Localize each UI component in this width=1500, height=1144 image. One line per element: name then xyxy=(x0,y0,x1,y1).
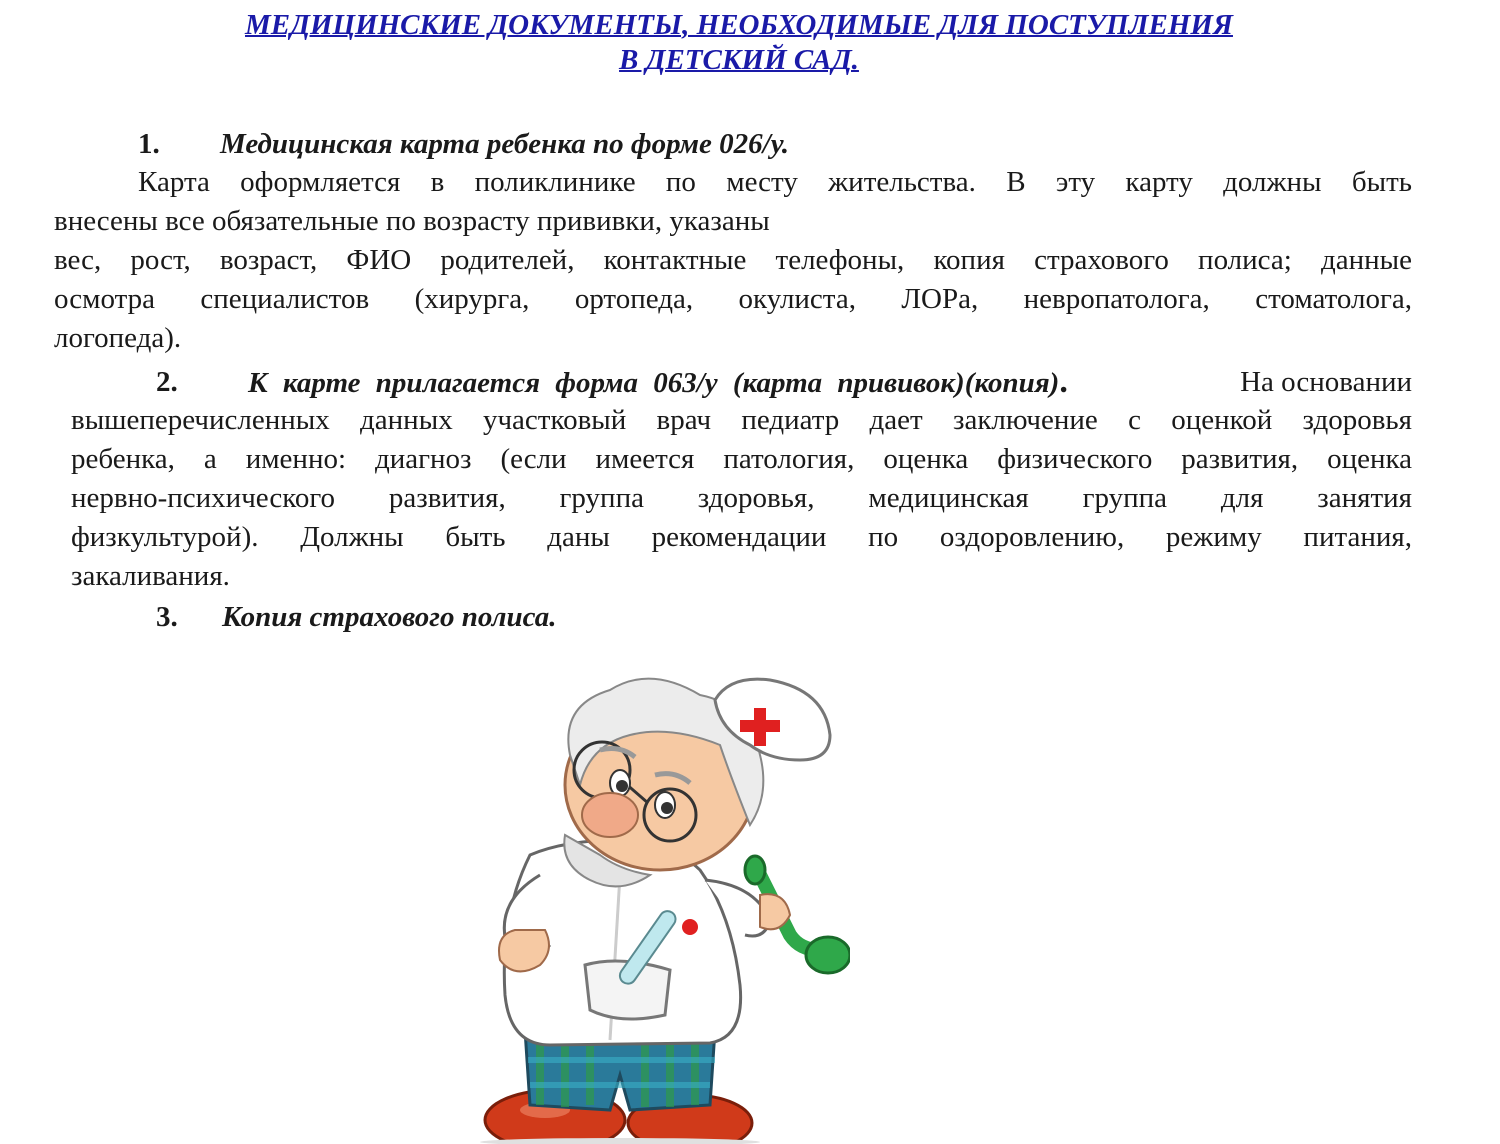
item-2-heading: К карте прилагается форма 063/у (карта прививок)(копия). xyxy=(248,363,1068,400)
item-2-line-5: закаливания. xyxy=(71,560,230,592)
title-line-2: В ДЕТСКИЙ САД. xyxy=(619,44,859,76)
item-1-line-2: внесены все обязательные по возрасту прививки, указаны xyxy=(54,205,770,237)
item-2-lead-text: На основании xyxy=(1240,366,1412,398)
item-2-line-1: вышеперечисленных данных участковый врач педиатр дает заключение с оценкой здоровья xyxy=(71,404,1412,436)
item-3-heading: Копия страхового полиса. xyxy=(222,601,557,633)
item-1-heading: Медицинская карта ребенка по форме 026/у. xyxy=(220,128,790,160)
item-2-line-3: нервно-психического развития, группа здоровья, медицинская группа для занятия xyxy=(71,482,1412,514)
item-2-paragraph xyxy=(71,401,1412,596)
item-2-number: 2. xyxy=(156,366,178,398)
item-1-number: 1. xyxy=(138,128,160,160)
title-line-1: МЕДИЦИНСКИЕ ДОКУМЕНТЫ, НЕОБХОДИМЫЕ ДЛЯ ПОСТУПЛЕНИЯ xyxy=(245,9,1233,41)
item-1-line-4: осмотра специалистов (хирурга, ортопеда, окулиста, ЛОРа, невропатолога, стоматолога, xyxy=(54,283,1412,315)
item-3-number: 3. xyxy=(156,601,178,633)
item-1-line-3: вес, рост, возраст, ФИО родителей, контактные телефоны, копия страхового полиса; данные xyxy=(54,244,1412,276)
item-1-paragraph xyxy=(54,163,1412,358)
nose xyxy=(582,793,638,837)
item-1-line-5: логопеда). xyxy=(54,322,182,354)
item-2-line-2: ребенка, а именно: диагноз (если имеется патология, оценка физического развития, оценка xyxy=(71,443,1412,475)
document-title xyxy=(0,8,1478,78)
item-2-line-4: физкультурой). Должны быть даны рекомендации по оздоровлению, режиму питания, xyxy=(71,521,1412,553)
doctor-illustration xyxy=(470,665,850,1144)
item-2-heading-line xyxy=(248,362,1412,403)
item-1-line-1: Карта оформляется в поликлинике по месту жительства. В эту карту должны быть xyxy=(138,166,1412,198)
